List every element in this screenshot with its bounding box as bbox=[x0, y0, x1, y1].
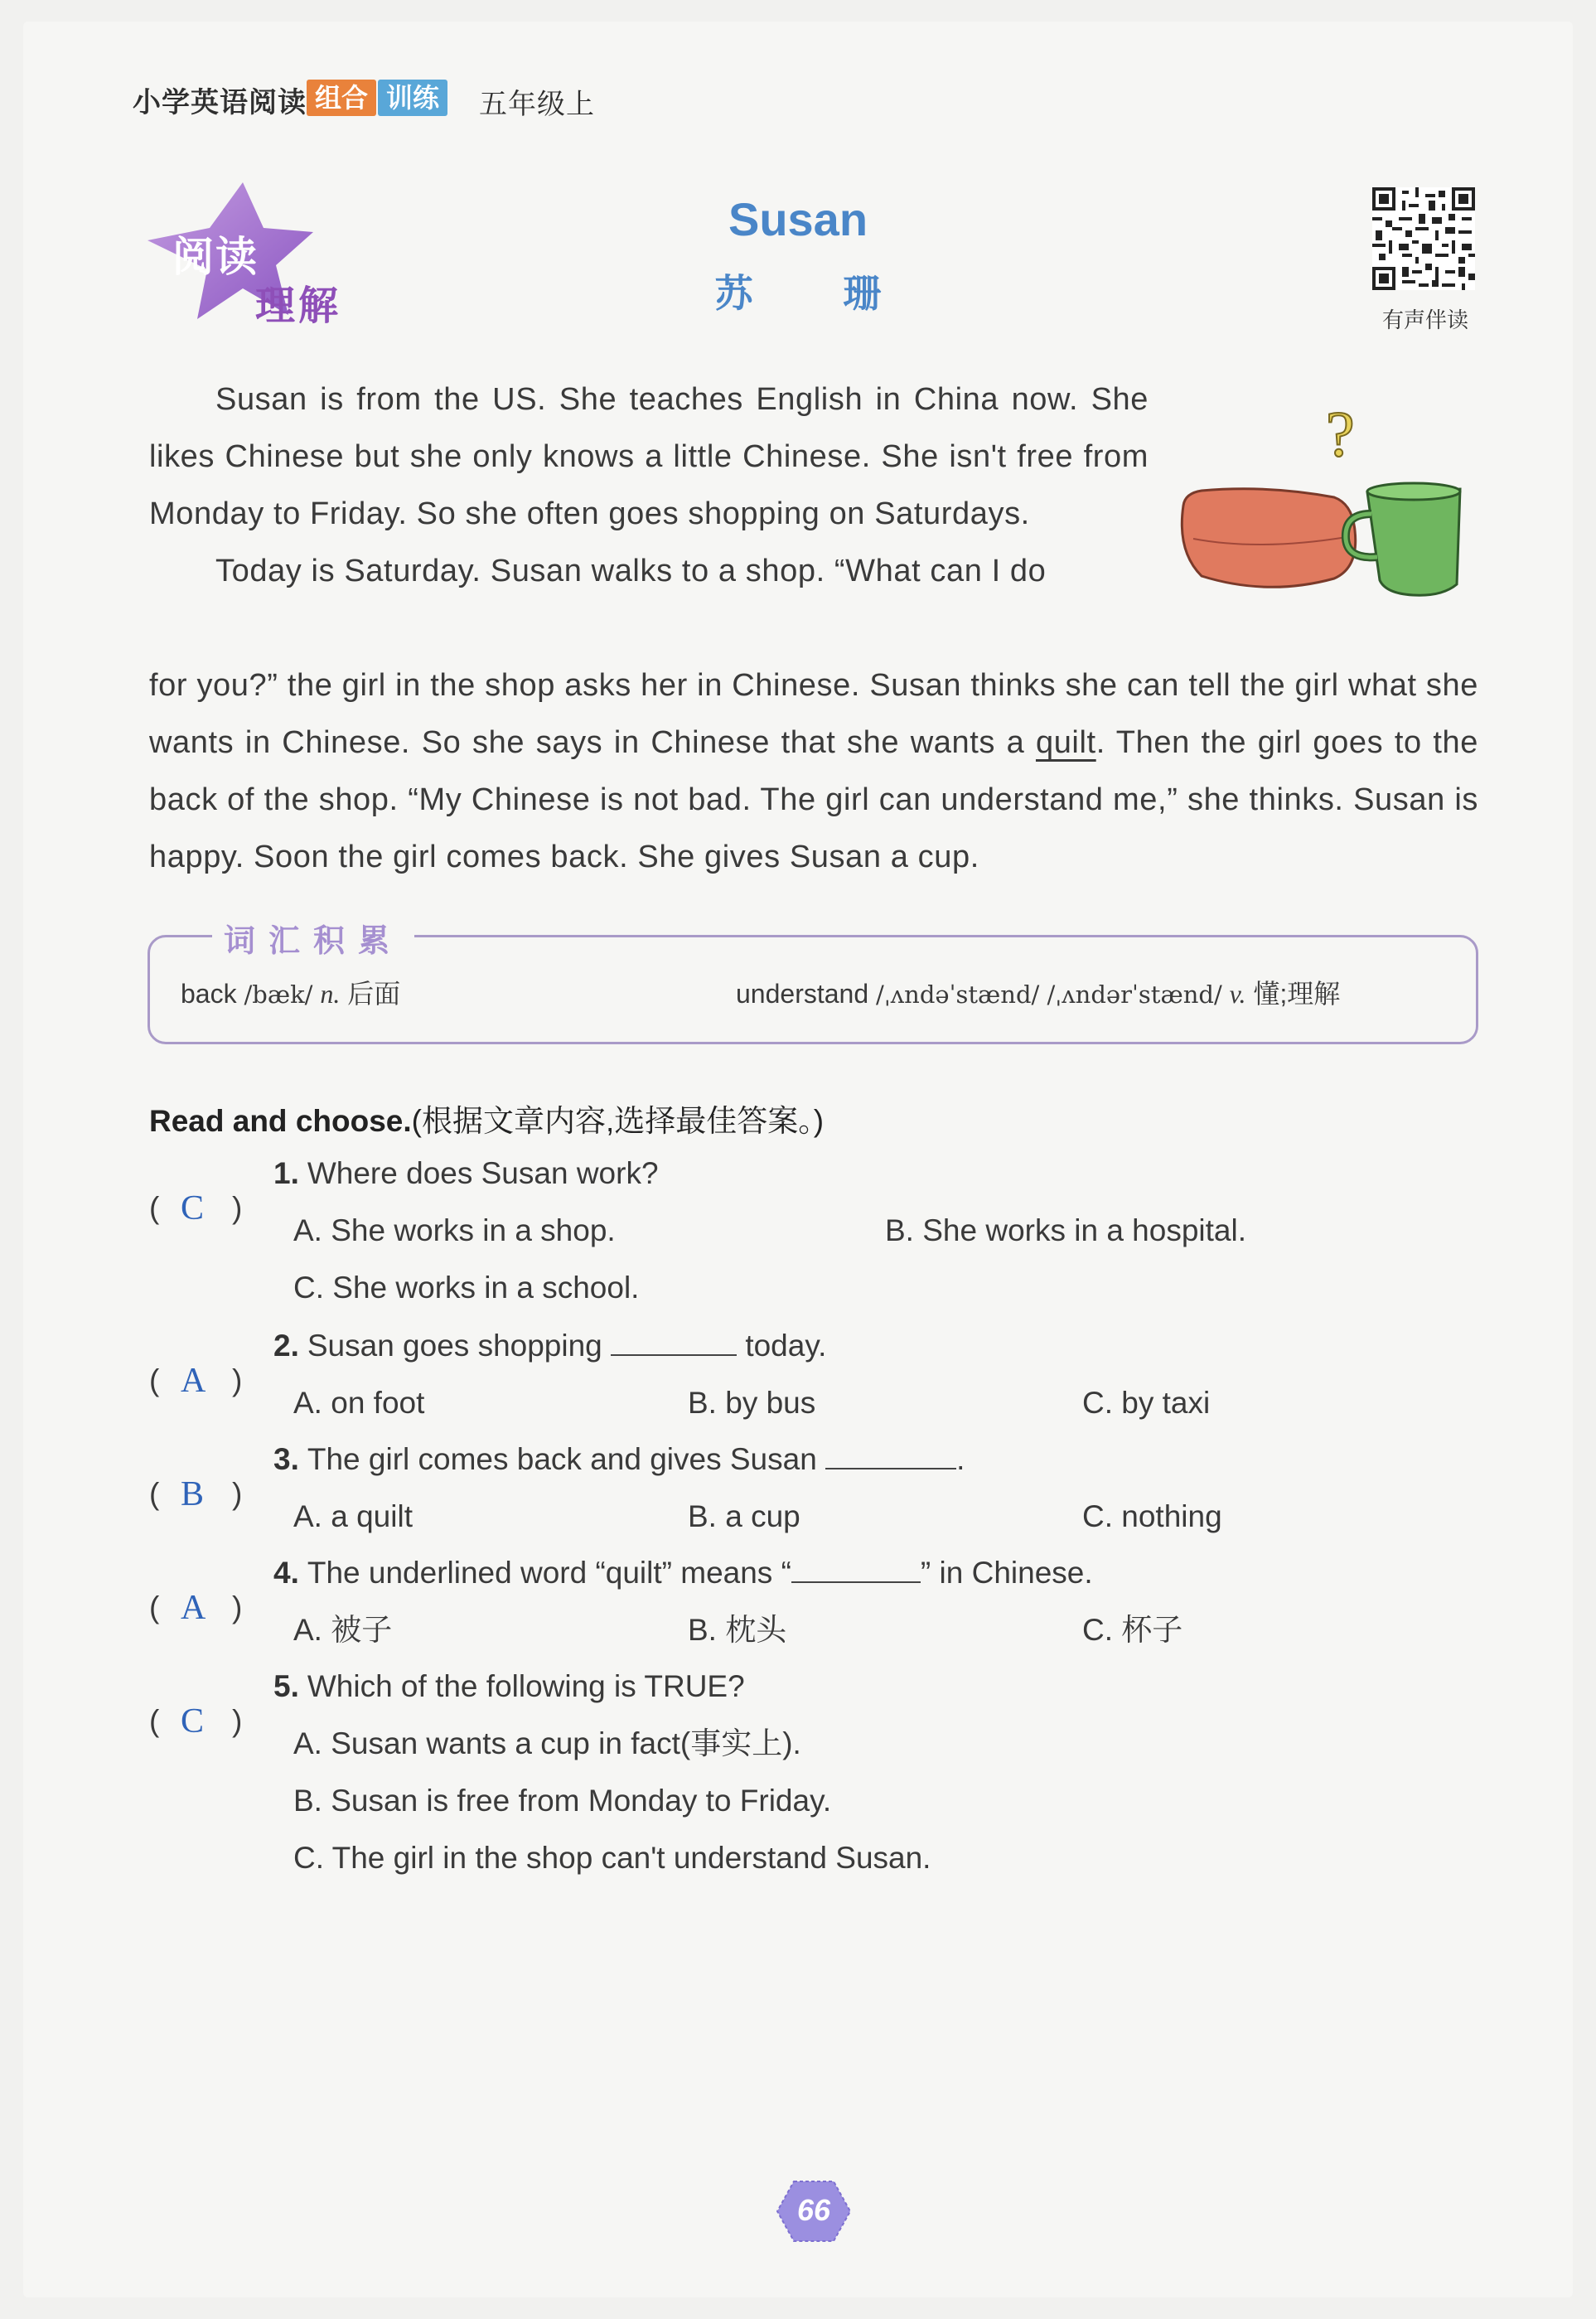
question-2: ( A ) 2. Susan goes shopping today. bbox=[149, 1321, 826, 1371]
question-text-end: ” in Chinese. bbox=[920, 1556, 1093, 1590]
question-text: The underlined word “quilt” means “ bbox=[307, 1556, 791, 1590]
q1-option-c[interactable]: C. She works in a school. bbox=[293, 1271, 640, 1305]
q4-option-a[interactable]: A. 被子 bbox=[293, 1613, 393, 1647]
series-tag-zuhe: 组合 bbox=[307, 80, 376, 116]
question-text-end: . bbox=[956, 1442, 965, 1476]
q1-option-b[interactable]: B. She works in a hospital. bbox=[885, 1213, 1246, 1247]
underlined-word-quilt: quilt bbox=[1035, 725, 1096, 760]
vocab-item-understand bbox=[736, 973, 1340, 1011]
q4-option-b[interactable]: B. 枕头 bbox=[688, 1613, 787, 1647]
q5-option-b[interactable]: B. Susan is free from Monday to Friday. bbox=[293, 1784, 832, 1818]
question-text: Where does Susan work? bbox=[307, 1156, 659, 1190]
vocab-item-back bbox=[181, 973, 400, 1011]
vocabulary-title: 词汇积累 bbox=[212, 915, 414, 961]
story-p1-text: Susan is from the US. She teaches English in China now. She likes Chinese but she only knows a little Chinese. She isn't free from Monday to Friday. So she often goes shopping on Saturdays. bbox=[149, 382, 1149, 531]
q1-option-a[interactable]: A. She works in a shop. bbox=[293, 1213, 616, 1247]
q3-option-b[interactable]: B. a cup bbox=[688, 1499, 800, 1533]
exercise-title-en: Read and choose. bbox=[149, 1104, 412, 1138]
vocab-phonetic: /ˌʌndəˈstænd/ /ˌʌndərˈstænd/ bbox=[876, 980, 1222, 1009]
series-title: 小学英语阅读 bbox=[133, 87, 307, 119]
vocab-word: understand bbox=[736, 979, 869, 1009]
answer-blank bbox=[825, 1438, 956, 1469]
answer-blank bbox=[611, 1324, 737, 1356]
answer-5[interactable]: C bbox=[181, 1702, 205, 1740]
answer-2[interactable]: A bbox=[181, 1362, 206, 1400]
qr-code-icon[interactable] bbox=[1372, 187, 1475, 290]
vocab-meaning: 后面 bbox=[347, 979, 401, 1009]
answer-1[interactable]: C bbox=[181, 1189, 205, 1227]
question-text: The girl comes back and gives Susan bbox=[307, 1442, 817, 1476]
story-title: Susan bbox=[728, 193, 868, 245]
q2-option-b[interactable]: B. by bus bbox=[688, 1386, 816, 1420]
exercise-title bbox=[149, 1096, 824, 1140]
question-number: 4. bbox=[273, 1556, 299, 1590]
answer-3[interactable]: B bbox=[181, 1475, 205, 1513]
vocab-pos: n. bbox=[320, 979, 341, 1009]
q4-option-c[interactable]: C. 杯子 bbox=[1082, 1613, 1183, 1647]
q3-option-c[interactable]: C. nothing bbox=[1082, 1499, 1222, 1533]
series-tag-xunlian: 训练 bbox=[378, 80, 447, 116]
q5-option-c[interactable]: C. The girl in the shop can't understand Susan. bbox=[293, 1841, 931, 1875]
page-number: 66 bbox=[796, 2193, 831, 2227]
question-number: 5. bbox=[273, 1669, 299, 1703]
badge-line2: 理解 bbox=[255, 284, 342, 328]
story-title-cn: 苏 珊 bbox=[714, 272, 921, 315]
q3-option-a[interactable]: A. a quilt bbox=[293, 1499, 413, 1533]
story-paragraph-2 bbox=[149, 657, 1478, 886]
vocab-word: back bbox=[181, 979, 237, 1009]
question-text-end: today. bbox=[745, 1329, 827, 1363]
question-text: Which of the following is TRUE? bbox=[307, 1669, 745, 1703]
quilt-and-cup-illustration bbox=[1168, 406, 1492, 622]
exercise-title-cn: (根据文章内容,选择最佳答案。) bbox=[411, 1104, 825, 1138]
question-3: ( B ) 3. The girl comes back and gives Susan . bbox=[149, 1435, 965, 1484]
badge-line1: 阅读 bbox=[172, 234, 259, 280]
question-number: 1. bbox=[273, 1156, 299, 1190]
vocab-pos: v. bbox=[1229, 979, 1246, 1009]
question-number: 2. bbox=[273, 1329, 299, 1363]
story-paragraph-1 bbox=[149, 371, 1149, 600]
question-text: Susan goes shopping bbox=[307, 1329, 602, 1363]
vocab-meaning: 懂;理解 bbox=[1253, 979, 1341, 1009]
question-number: 3. bbox=[273, 1442, 299, 1476]
answer-blank bbox=[791, 1552, 921, 1583]
story-p2-start: Today is Saturday. Susan walks to a shop. “What can I do bbox=[215, 554, 1047, 588]
vocab-phonetic: /bæk/ bbox=[244, 980, 313, 1009]
question-1: ( C ) 1. Where does Susan work? bbox=[149, 1149, 659, 1198]
story-p2-end: . Then the girl goes to the back of the shop. “My Chinese is not bad. The girl can understand me,” she thinks. Susan is happy. Soon the girl comes back. She gives Susan a cup. bbox=[149, 725, 1478, 874]
svg-text:?: ? bbox=[1326, 406, 1355, 470]
question-4: ( A ) 4. The underlined word “quilt” means “ ” in Chinese. bbox=[149, 1548, 1093, 1598]
question-5: ( C ) 5. Which of the following is TRUE? bbox=[149, 1662, 745, 1711]
story-p2-middle: for you?” the girl in the shop asks her in Chinese. Susan thinks she can tell the girl what she wants in Chinese. So she says in Chinese that she wants a bbox=[149, 668, 1478, 760]
q5-option-a[interactable]: A. Susan wants a cup in fact(事实上). bbox=[293, 1726, 801, 1760]
q2-option-a[interactable]: A. on foot bbox=[293, 1386, 425, 1420]
answer-4[interactable]: A bbox=[181, 1589, 206, 1627]
grade-label: 五年级上 bbox=[479, 89, 595, 120]
q2-option-c[interactable]: C. by taxi bbox=[1082, 1386, 1211, 1420]
qr-label: 有声伴读 bbox=[1381, 307, 1468, 332]
